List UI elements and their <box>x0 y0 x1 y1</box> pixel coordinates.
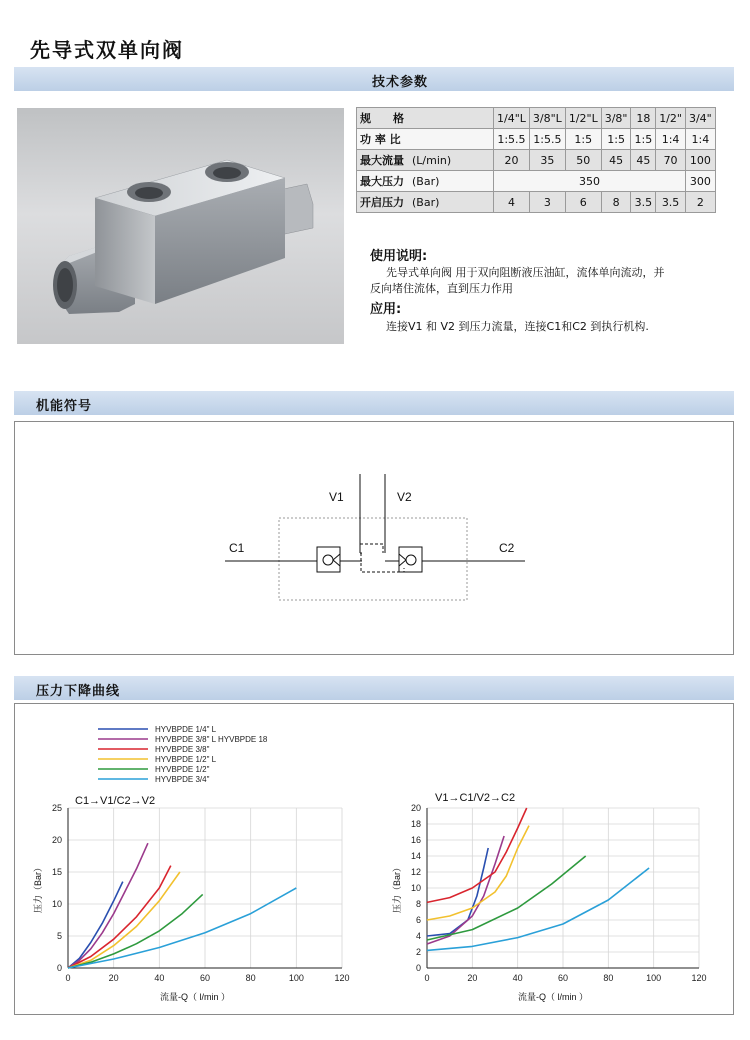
spec-cell: 3/8"L <box>529 108 565 129</box>
spec-cell: 1:5 <box>631 129 656 150</box>
series-line <box>427 848 488 936</box>
spec-cell: 3/8" <box>601 108 631 129</box>
symbol-box <box>14 421 734 655</box>
chart-c1-v1 <box>32 795 350 1002</box>
spec-label-crack-pressure: 开启压力 (Bar) <box>357 192 494 213</box>
y-tick-label: 6 <box>415 915 421 925</box>
spec-label-ratio: 功 率 比 <box>357 129 494 150</box>
spec-cell: 1:5.5 <box>529 129 565 150</box>
spec-cell: 1:5 <box>565 129 601 150</box>
hydraulic-symbol <box>15 422 733 654</box>
series-line <box>68 882 123 968</box>
spec-row-size <box>357 108 716 129</box>
series-line <box>427 868 649 950</box>
x-axis-label: 流量-Q（ l/min ） <box>159 992 231 1002</box>
spec-cell: 8 <box>601 192 631 213</box>
legend-label: HYVBPDE 1/2" L <box>155 755 217 764</box>
spec-cell: 6 <box>565 192 601 213</box>
curve-box <box>14 703 734 1015</box>
y-tick-label: 20 <box>51 835 62 845</box>
spec-cell: 1/4"L <box>494 108 530 129</box>
usage-heading: 使用说明: <box>370 249 428 264</box>
y-axis-label: 压力（Bar） <box>33 862 43 914</box>
spec-table <box>356 107 716 213</box>
y-tick-label: 4 <box>415 931 421 941</box>
spec-cell: 3.5 <box>631 192 656 213</box>
page-title: 先导式双单向阀 <box>30 38 184 62</box>
series-line <box>68 888 296 968</box>
chart-v1-c1 <box>391 792 707 1002</box>
application-heading: 应用: <box>370 302 402 317</box>
spec-row-flow <box>357 150 716 171</box>
y-tick-label: 20 <box>410 803 421 813</box>
x-tick-label: 80 <box>603 973 614 983</box>
spec-cell: 1:5.5 <box>494 129 530 150</box>
port-label-c1: C1 <box>229 541 245 555</box>
y-tick-label: 18 <box>410 819 421 829</box>
x-tick-label: 120 <box>691 973 707 983</box>
product-photo <box>17 108 344 344</box>
spec-cell: 18 <box>631 108 656 129</box>
spec-cell: 45 <box>631 150 656 171</box>
section-title-tech: 技术参数 <box>372 75 429 90</box>
usage-line-1: 先导式单向阀 用于双向阻断液压油缸，流体单向流动，并 <box>386 266 665 279</box>
spec-cell: 3/4" <box>685 108 715 129</box>
spec-cell: 1:4 <box>685 129 715 150</box>
spec-row-crack-pressure <box>357 192 716 213</box>
pressure-drop-charts <box>15 704 733 1014</box>
spec-cell: 100 <box>685 150 715 171</box>
spec-cell: 4 <box>494 192 530 213</box>
x-tick-label: 20 <box>467 973 478 983</box>
y-tick-label: 8 <box>415 899 421 909</box>
legend-label: HYVBPDE 3/4" <box>155 775 210 784</box>
y-tick-label: 10 <box>410 883 421 893</box>
spec-label-size: 规 格 <box>357 108 494 129</box>
x-tick-label: 60 <box>199 973 211 983</box>
y-tick-label: 16 <box>410 835 421 845</box>
spec-label-max-pressure: 最大压力 (Bar) <box>357 171 494 192</box>
y-tick-label: 14 <box>410 851 421 861</box>
y-tick-label: 0 <box>56 963 62 973</box>
legend-label: HYVBPDE 3/8" <box>155 745 210 754</box>
spec-cell: 1:4 <box>656 129 686 150</box>
x-tick-label: 20 <box>108 973 119 983</box>
spec-cell: 1:5 <box>601 129 631 150</box>
series-line <box>427 856 586 940</box>
legend-label: HYVBPDE 3/8" L HYVBPDE 18 <box>155 735 268 744</box>
valve-image <box>17 108 344 344</box>
port-label-c2: C2 <box>499 541 515 555</box>
spec-cell: 1/2" <box>656 108 686 129</box>
spec-cell: 300 <box>685 171 715 192</box>
chart-title: C1→V1/C2→V2 <box>75 795 156 807</box>
x-tick-label: 80 <box>245 973 256 983</box>
spec-cell: 2 <box>685 192 715 213</box>
legend-label: HYVBPDE 1/4" L <box>155 725 217 734</box>
x-tick-label: 100 <box>646 973 662 983</box>
spec-row-ratio <box>357 129 716 150</box>
section-bar-symbol <box>14 391 734 415</box>
y-axis-label: 压力（Bar） <box>392 862 402 914</box>
y-tick-label: 5 <box>56 931 62 941</box>
x-tick-label: 0 <box>65 973 71 983</box>
section-bar-curve <box>14 676 734 700</box>
spec-cell: 70 <box>656 150 686 171</box>
x-tick-label: 120 <box>334 973 350 983</box>
series-line <box>68 872 180 968</box>
y-tick-label: 2 <box>415 947 421 957</box>
section-bar-tech <box>14 67 734 91</box>
y-tick-label: 0 <box>415 963 421 973</box>
spec-cell: 50 <box>565 150 601 171</box>
spec-cell: 35 <box>529 150 565 171</box>
y-tick-label: 10 <box>51 899 62 909</box>
legend-label: HYVBPDE 1/2" <box>155 765 210 774</box>
y-tick-label: 25 <box>51 803 62 813</box>
spec-cell: 3.5 <box>656 192 686 213</box>
x-axis-label: 流量-Q（ l/min ） <box>517 992 589 1002</box>
section-title-symbol: 机能符号 <box>36 399 93 414</box>
spec-cell: 350 <box>494 171 686 192</box>
spec-cell: 20 <box>494 150 530 171</box>
x-tick-label: 40 <box>512 973 523 983</box>
chart-title: V1→C1/V2→C2 <box>435 792 516 804</box>
x-tick-label: 60 <box>557 973 569 983</box>
x-tick-label: 40 <box>154 973 165 983</box>
x-tick-label: 100 <box>288 973 304 983</box>
application-line: 连接V1 和 V2 到压力流量，连接C1和C2 到执行机构. <box>386 320 649 333</box>
spec-label-flow: 最大流量 (L/min) <box>357 150 494 171</box>
spec-cell: 3 <box>529 192 565 213</box>
port-label-v2: V2 <box>397 490 412 504</box>
chart-legend <box>98 725 268 784</box>
spec-row-max-pressure <box>357 171 716 192</box>
port-label-v1: V1 <box>329 490 344 504</box>
y-tick-label: 15 <box>51 867 62 877</box>
spec-cell: 45 <box>601 150 631 171</box>
usage-line-2: 反向堵住流体，直到压力作用 <box>370 282 513 295</box>
y-tick-label: 12 <box>410 867 421 877</box>
x-tick-label: 0 <box>424 973 430 983</box>
spec-cell: 1/2"L <box>565 108 601 129</box>
section-title-curve: 压力下降曲线 <box>36 684 121 699</box>
